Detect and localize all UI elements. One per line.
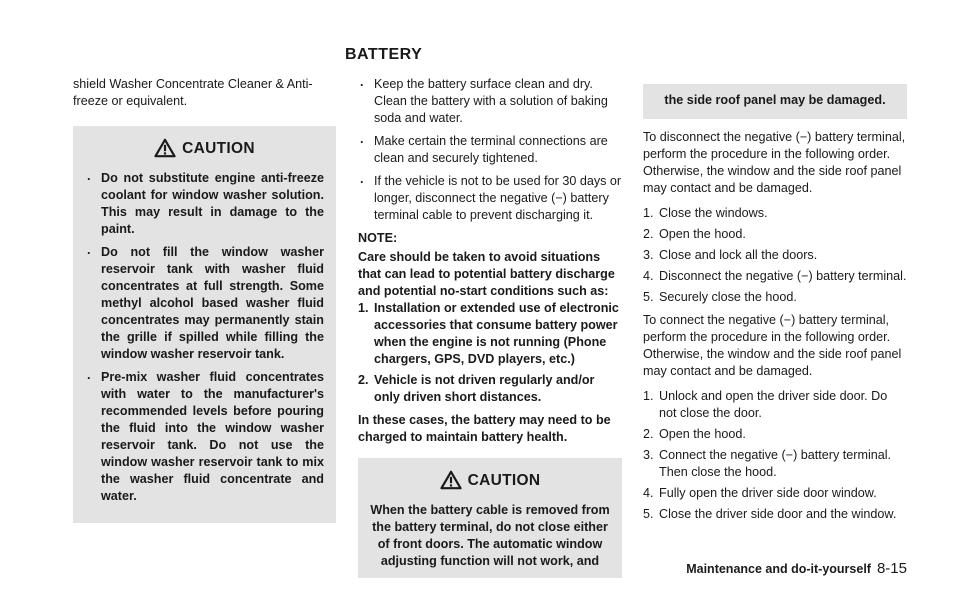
column-3 bbox=[643, 84, 907, 529]
connect-intro: To connect the negative (−) battery terminal, perform the procedure in the following order. Otherwise, the window and the side roof panel may contact and be damaged. bbox=[643, 313, 902, 378]
caution-text: When the battery cable is removed from the battery terminal, do not close either of front doors. The automatic window adjusting function will not work, and bbox=[370, 503, 610, 568]
note-item: 1. Installation or extended use of electronic accessories that consume battery power when the engine is not running (Phone chargers, GPS, DVD players, etc.) bbox=[358, 301, 619, 366]
list-item: . If the vehicle is not to be used for 30 days or longer, disconnect the negative (−) battery terminal cable to prevent discharging it. bbox=[358, 173, 622, 224]
caution-header bbox=[370, 470, 610, 490]
step-item: 5. Securely close the hood. bbox=[643, 290, 797, 304]
warning-icon bbox=[440, 470, 462, 490]
disconnect-steps bbox=[643, 205, 907, 306]
caution-title: CAUTION bbox=[467, 471, 541, 489]
page-title: BATTERY bbox=[345, 46, 423, 63]
connect-steps bbox=[643, 388, 907, 523]
caution-item: . Pre-mix washer fluid concentrates with water to the manufacturer's recommended levels before pouring the fluid into the window washer reservoir tank. Do not use the window washer reservoir tank to mix the washer fluid concentrate and water. bbox=[85, 369, 324, 505]
column-2 bbox=[358, 76, 622, 578]
note-text: Care should be taken to avoid situations that can lead to potential battery discharge and potential no-start conditions such as: bbox=[358, 250, 615, 298]
step-item: 2. Open the hood. bbox=[643, 427, 746, 441]
footer-section: Maintenance and do-it-yourself bbox=[686, 562, 871, 576]
step-item: 4. Fully open the driver side door window. bbox=[643, 486, 877, 500]
list-item: . Make certain the terminal connections are clean and securely tightened. bbox=[358, 133, 622, 167]
step-item: 3. Connect the negative (−) battery terminal. Then close the hood. bbox=[643, 448, 892, 479]
step-item: 1. Unlock and open the driver side door. Do not close the door. bbox=[643, 389, 888, 420]
caution-box-battery bbox=[358, 458, 622, 578]
column-1 bbox=[73, 76, 336, 523]
caution-box-washer bbox=[73, 126, 336, 523]
page-number: 8-15 bbox=[876, 560, 907, 577]
list-item: . Keep the battery surface clean and dry. Clean the battery with a solution of baking soda and water. bbox=[358, 76, 622, 127]
caution-list bbox=[85, 170, 324, 505]
caution-title: CAUTION bbox=[182, 139, 255, 157]
caution-header bbox=[85, 138, 324, 158]
step-item: 1. Close the windows. bbox=[643, 206, 768, 220]
page-footer bbox=[652, 560, 907, 578]
warning-icon bbox=[154, 138, 176, 158]
intro-text: shield Washer Concentrate Cleaner & Anti-freeze or equivalent. bbox=[73, 77, 313, 108]
note-label: NOTE: bbox=[358, 231, 398, 245]
caution-continued: the side roof panel may be damaged. bbox=[643, 84, 907, 119]
note-item: 2. Vehicle is not driven regularly and/or only driven short distances. bbox=[358, 373, 595, 404]
battery-tips-list bbox=[358, 76, 622, 224]
step-item: 4. Disconnect the negative (−) battery terminal. bbox=[643, 269, 907, 283]
step-item: 2. Open the hood. bbox=[643, 227, 746, 241]
caution-item: . Do not fill the window washer reservoir tank with washer fluid concentrates at full strength. Some methyl alcohol based washer fluid concentrates may permanently stain the grille if spilled while filling the window washer reservoir tank. bbox=[85, 244, 324, 363]
note-list bbox=[358, 300, 622, 406]
step-item: 3. Close and lock all the doors. bbox=[643, 248, 818, 262]
step-item: 5. Close the driver side door and the window. bbox=[643, 507, 897, 521]
after-note-text: In these cases, the battery may need to be charged to maintain battery health. bbox=[358, 413, 611, 444]
disconnect-intro: To disconnect the negative (−) battery terminal, perform the procedure in the following order. Otherwise, the window and the side roof panel may contact and be damaged. bbox=[643, 130, 906, 195]
caution-item: . Do not substitute engine anti-freeze coolant for window washer solution. This may result in damage to the paint. bbox=[85, 170, 324, 238]
